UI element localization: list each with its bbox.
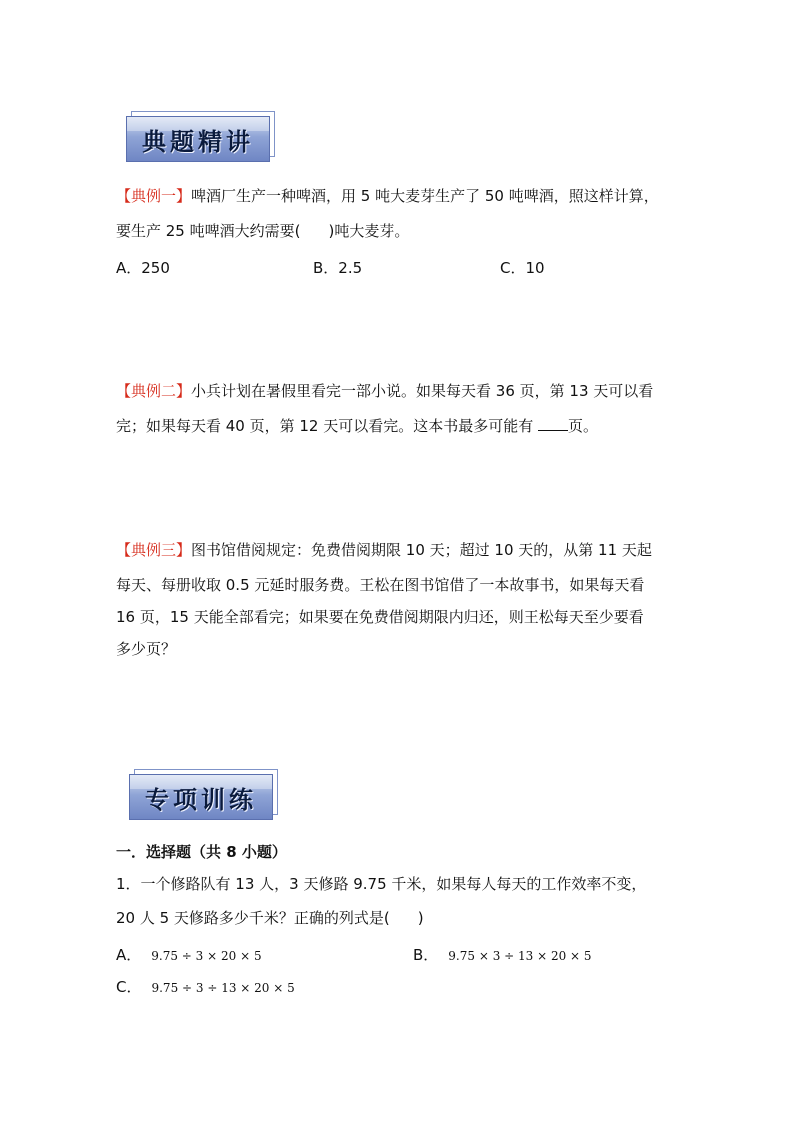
example2-line1: 【典例二】小兵计划在暑假里看完一部小说。如果每天看 36 页，第 13 天可以看 [116, 382, 654, 400]
q1-option-b: B． 9.75 × 3 ÷ 13 × 20 × 5 [413, 946, 592, 964]
example-tag: 【典例二】 [116, 382, 192, 400]
q1-line2: 20 人 5 天修路多少千米？正确的列式是( ) [116, 909, 424, 927]
example1-option-c: C．10 [500, 259, 545, 277]
answer-blank [538, 416, 568, 431]
example1-option-b: B．2.5 [313, 259, 363, 277]
example-tag: 【典例一】 [116, 187, 192, 205]
example3-line4: 多少页？ [116, 640, 177, 658]
section-banner-examples [126, 116, 270, 162]
q1-line1: 1．一个修路队有 13 人，3 天修路 9.75 千米，如果每人每天的工作效率不变， [116, 875, 647, 893]
example1-line2: 要生产 25 吨啤酒大约需要( )吨大麦芽。 [116, 222, 410, 240]
part-heading: 一．选择题（共 8 小题） [116, 843, 287, 861]
section-banner-training [129, 774, 273, 820]
example1-option-a: A．250 [116, 259, 170, 277]
example3-line3: 16 页，15 天能全部看完；如果要在免费借阅期限内归还，则王松每天至少要看 [116, 608, 644, 626]
section-title: 专项训练 [145, 784, 257, 814]
example3-line2: 每天、每册收取 0.5 元延时服务费。王松在图书馆借了一本故事书，如果每天看 [116, 576, 645, 594]
q1-option-a: A． 9.75 ÷ 3 × 20 × 5 [116, 946, 262, 964]
example3-line1: 【典例三】图书馆借阅规定：免费借阅期限 10 天；超过 10 天的，从第 11 天起 [116, 541, 652, 559]
example1-line1: 【典例一】啤酒厂生产一种啤酒，用 5 吨大麦芽生产了 50 吨啤酒，照这样计算， [116, 187, 659, 205]
q1-option-c: C． 9.75 ÷ 3 ÷ 13 × 20 × 5 [116, 978, 295, 996]
section-title: 典题精讲 [142, 126, 254, 156]
example-tag: 【典例三】 [116, 541, 192, 559]
example2-line2: 完；如果每天看 40 页，第 12 天可以看完。这本书最多可能有 页。 [116, 417, 599, 435]
